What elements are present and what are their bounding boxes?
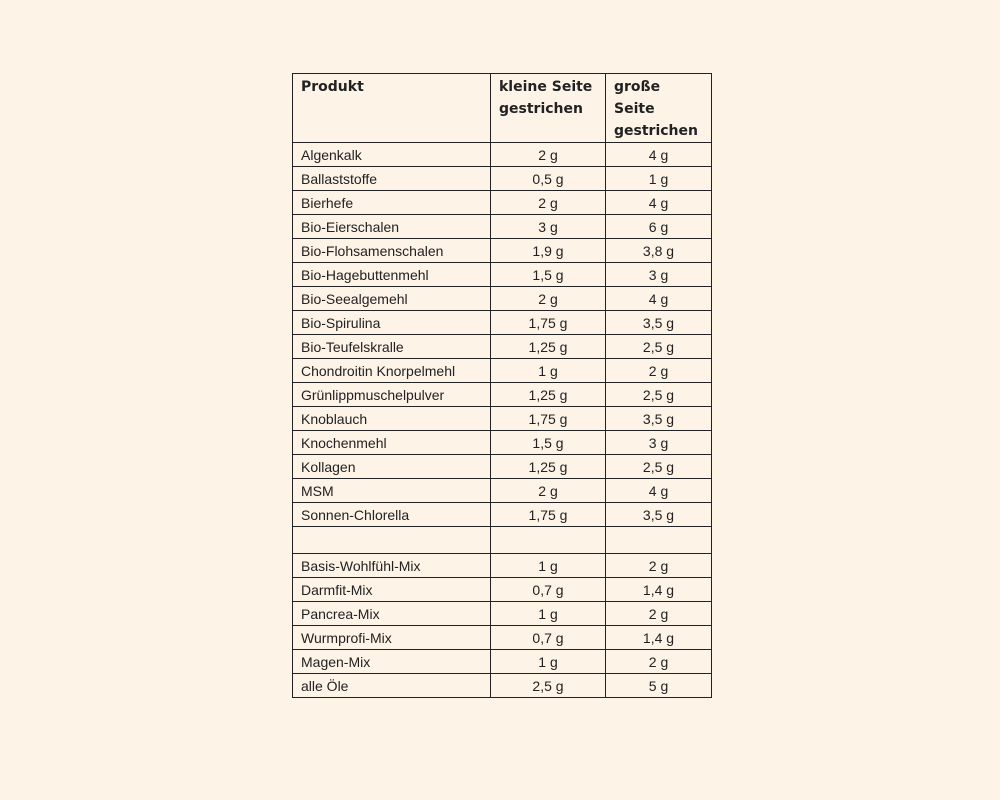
dosage-table: [292, 73, 712, 698]
cell-large-side: 2 g: [606, 554, 712, 578]
cell-large-side: 1,4 g: [606, 626, 712, 650]
cell-product: Darmfit-Mix: [293, 578, 491, 602]
cell-product: Bio-Spirulina: [293, 311, 491, 335]
cell-large-side: 3,5 g: [606, 311, 712, 335]
cell-small-side: 1,75 g: [491, 503, 606, 527]
cell-product: Bio-Teufelskralle: [293, 335, 491, 359]
table-row: [293, 503, 712, 527]
cell-product: Knoblauch: [293, 407, 491, 431]
table-row: [293, 626, 712, 650]
cell-large-side: 6 g: [606, 215, 712, 239]
cell-small-side: 1,75 g: [491, 407, 606, 431]
cell-small-side: 1,25 g: [491, 335, 606, 359]
cell-large-side: 4 g: [606, 287, 712, 311]
table-row: [293, 674, 712, 698]
cell-large-side: 3,8 g: [606, 239, 712, 263]
cell-small-side: 1 g: [491, 359, 606, 383]
table-row: [293, 167, 712, 191]
table-row: [293, 431, 712, 455]
cell-small-side: 2 g: [491, 479, 606, 503]
header-large-side: große Seite gestrichen: [606, 74, 712, 143]
table-row: [293, 383, 712, 407]
cell-large-side: 4 g: [606, 479, 712, 503]
cell-product: Bierhefe: [293, 191, 491, 215]
cell-product: Wurmprofi-Mix: [293, 626, 491, 650]
cell-product: alle Öle: [293, 674, 491, 698]
cell-large-side: 2 g: [606, 359, 712, 383]
cell-small-side: 2 g: [491, 143, 606, 167]
table-row: [293, 239, 712, 263]
cell-small-side: 0,7 g: [491, 626, 606, 650]
table-row: [293, 527, 712, 554]
cell-product: Magen-Mix: [293, 650, 491, 674]
cell-small-side: [491, 527, 606, 554]
cell-large-side: 5 g: [606, 674, 712, 698]
table-row: [293, 143, 712, 167]
table-row: [293, 287, 712, 311]
table-row: [293, 407, 712, 431]
cell-small-side: 1,25 g: [491, 383, 606, 407]
cell-small-side: 1,9 g: [491, 239, 606, 263]
cell-large-side: [606, 527, 712, 554]
cell-product: Sonnen-Chlorella: [293, 503, 491, 527]
cell-product: Algenkalk: [293, 143, 491, 167]
cell-large-side: 2,5 g: [606, 455, 712, 479]
cell-product: Bio-Eierschalen: [293, 215, 491, 239]
cell-product: Pancrea-Mix: [293, 602, 491, 626]
cell-small-side: 0,7 g: [491, 578, 606, 602]
cell-product: Bio-Flohsamenschalen: [293, 239, 491, 263]
table-row: [293, 455, 712, 479]
cell-product: [293, 527, 491, 554]
cell-product: Ballaststoffe: [293, 167, 491, 191]
cell-small-side: 0,5 g: [491, 167, 606, 191]
table-row: [293, 359, 712, 383]
cell-small-side: 1,25 g: [491, 455, 606, 479]
cell-large-side: 3 g: [606, 263, 712, 287]
table-row: [293, 311, 712, 335]
cell-small-side: 1,75 g: [491, 311, 606, 335]
cell-product: Grünlippmuschelpulver: [293, 383, 491, 407]
cell-product: Kollagen: [293, 455, 491, 479]
table-row: [293, 191, 712, 215]
cell-small-side: 1 g: [491, 650, 606, 674]
cell-small-side: 1 g: [491, 554, 606, 578]
table-row: [293, 263, 712, 287]
cell-large-side: 4 g: [606, 191, 712, 215]
table-row: [293, 335, 712, 359]
cell-large-side: 2,5 g: [606, 383, 712, 407]
cell-large-side: 3,5 g: [606, 503, 712, 527]
cell-large-side: 2 g: [606, 602, 712, 626]
table-row: [293, 479, 712, 503]
cell-large-side: 4 g: [606, 143, 712, 167]
cell-large-side: 1 g: [606, 167, 712, 191]
cell-large-side: 1,4 g: [606, 578, 712, 602]
table-row: [293, 578, 712, 602]
cell-large-side: 3,5 g: [606, 407, 712, 431]
cell-small-side: 1 g: [491, 602, 606, 626]
table-header-row: [293, 74, 712, 143]
cell-product: Bio-Hagebuttenmehl: [293, 263, 491, 287]
cell-small-side: 1,5 g: [491, 431, 606, 455]
cell-small-side: 2 g: [491, 191, 606, 215]
table-body: [293, 143, 712, 698]
cell-large-side: 2 g: [606, 650, 712, 674]
header-product: Produkt: [293, 74, 491, 143]
cell-large-side: 2,5 g: [606, 335, 712, 359]
cell-large-side: 3 g: [606, 431, 712, 455]
cell-product: MSM: [293, 479, 491, 503]
table-row: [293, 215, 712, 239]
cell-small-side: 1,5 g: [491, 263, 606, 287]
cell-small-side: 2 g: [491, 287, 606, 311]
table-row: [293, 554, 712, 578]
cell-small-side: 3 g: [491, 215, 606, 239]
cell-product: Chondroitin Knorpelmehl: [293, 359, 491, 383]
header-small-side: kleine Seite gestrichen: [491, 74, 606, 143]
table-row: [293, 602, 712, 626]
cell-product: Basis-Wohlfühl-Mix: [293, 554, 491, 578]
cell-product: Knochenmehl: [293, 431, 491, 455]
table-row: [293, 650, 712, 674]
cell-small-side: 2,5 g: [491, 674, 606, 698]
cell-product: Bio-Seealgemehl: [293, 287, 491, 311]
